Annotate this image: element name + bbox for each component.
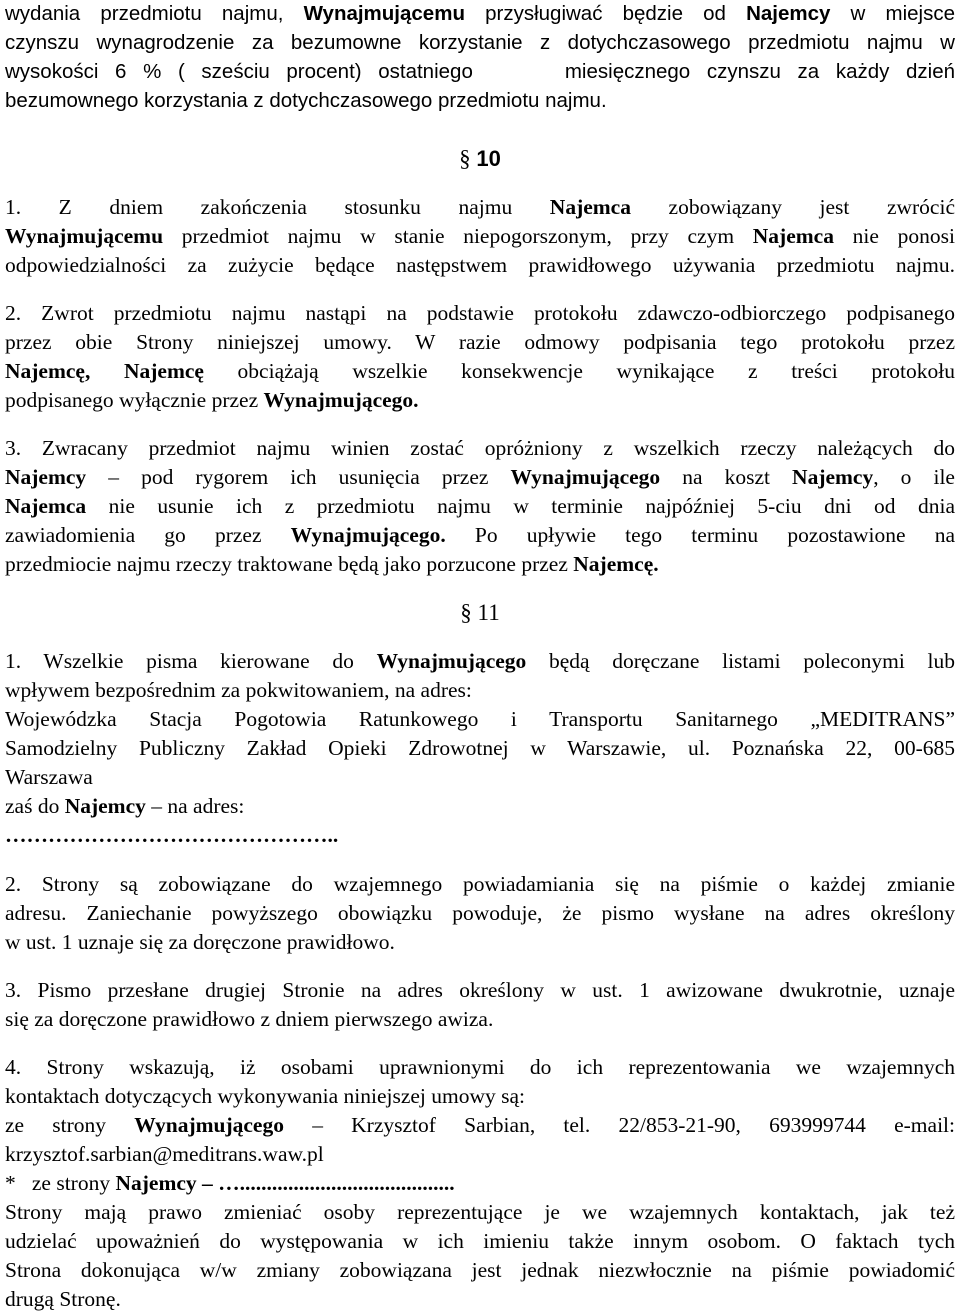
paragraph-line: Najemcy – pod rygorem ich usunięcia przez Wynajmującego na koszt Najemcy, o ile xyxy=(5,465,955,489)
paragraph-line: wpływem bezpośrednim za pokwitowaniem, na adres: xyxy=(5,678,472,702)
address-line: Wojewódzka Stacja Pogotowia Ratunkowego i Transportu Sanitarnego „MEDITRANS” xyxy=(5,707,955,731)
section-heading-10: § 10 xyxy=(459,146,501,171)
paragraph-line: kontaktach dotyczących wykonywania niniejszej umowy są: xyxy=(5,1084,526,1108)
paragraph-line: udzielać upoważnień do występowania w ich imieniu także innym osobom. O faktach tych xyxy=(5,1229,955,1253)
paragraph-line: Wynajmującemu przedmiot najmu w stanie niepogorszonym, przy czym Najemca nie ponosi xyxy=(5,224,955,248)
paragraph-line: 3. Zwracany przedmiot najmu winien zostać opróżniony z wszelkich rzeczy należących do xyxy=(5,436,955,460)
paragraph-line: podpisanego wyłącznie przez Wynajmującego. xyxy=(5,388,419,412)
paragraph-line: Strony mają prawo zmieniać osoby reprezentujące je we wzajemnych kontaktach, jak też xyxy=(5,1200,955,1224)
blank-address-placeholder: ……………………………………….. xyxy=(5,823,339,847)
paragraph-line: zaś do Najemcy – na adres: xyxy=(5,794,245,818)
paragraph-line: przedmiocie najmu rzeczy traktowane będą jako porzucone przez Najemcę. xyxy=(5,552,659,576)
text-line: czynszu wynagrodzenie za bezumowne korzystanie z dotychczasowego przedmiotu najmu w xyxy=(5,31,955,54)
paragraph-line: odpowiedzialności za zużycie będące następstwem prawidłowego używania przedmiotu najmu. xyxy=(5,253,955,277)
contact-email: krzysztof.sarbian@meditrans.waw.pl xyxy=(5,1142,324,1166)
text-line: bezumownego korzystania z dotychczasowego przedmiotu najmu. xyxy=(5,89,607,112)
paragraph-line: drugą Stronę. xyxy=(5,1287,121,1311)
paragraph-line: Najemca nie usunie ich z przedmiotu najmu w terminie najpóźniej 5-ciu dni od dnia xyxy=(5,494,955,518)
paragraph-line: w ust. 1 uznaje się za doręczone prawidłowo. xyxy=(5,930,395,954)
paragraph-line: się za doręczone prawidłowo z dniem pierwszego awiza. xyxy=(5,1007,494,1031)
paragraph-line: 4. Strony wskazują, iż osobami uprawnionymi do ich reprezentowania we wzajemnych xyxy=(5,1055,955,1079)
text-line: wydania przedmiotu najmu, Wynajmującemu przysługiwać będzie od Najemcy w miejsce xyxy=(5,2,955,25)
paragraph-line: 1. Z dniem zakończenia stosunku najmu Najemca zobowiązany jest zwrócić xyxy=(5,195,955,219)
paragraph-line: adresu. Zaniechanie powyższego obowiązku powoduje, że pismo wysłane na adres określony xyxy=(5,901,955,925)
paragraph-line: 3. Pismo przesłane drugiej Stronie na adres określony w ust. 1 awizowane dwukrotnie, uznaje xyxy=(5,978,955,1002)
section-heading-11: § 11 xyxy=(460,600,500,625)
paragraph-line: przez obie Strony niniejszej umowy. W razie odmowy podpisania tego protokołu przez xyxy=(5,330,955,354)
contact-line: * ze strony Najemcy – …........................................ xyxy=(5,1171,455,1195)
contact-line: ze strony Wynajmującego – Krzysztof Sarbian, tel. 22/853-21-90, 693999744 e-mail: xyxy=(5,1113,955,1137)
paragraph-line: 2. Zwrot przedmiotu najmu nastąpi na podstawie protokołu zdawczo-odbiorczego podpisanego xyxy=(5,301,955,325)
paragraph-line: Najemcę, Najemcę obciążają wszelkie konsekwencje wynikające z treści protokołu xyxy=(5,359,955,383)
address-line: Samodzielny Publiczny Zakład Opieki Zdrowotnej w Warszawie, ul. Poznańska 22, 00-685 xyxy=(5,736,955,760)
paragraph-line: 2. Strony są zobowiązane do wzajemnego powiadamiania się na piśmie o każdej zmianie xyxy=(5,872,955,896)
text-line: wysokości 6 % ( sześciu procent) ostatniego miesięcznego czynszu za każdy dzień xyxy=(5,60,956,83)
paragraph-line: 1. Wszelkie pisma kierowane do Wynajmującego będą doręczane listami poleconymi lub xyxy=(5,649,955,673)
address-line: Warszawa xyxy=(5,765,93,789)
paragraph-line: zawiadomienia go przez Wynajmującego. Po upływie tego terminu pozostawione na xyxy=(5,523,956,547)
paragraph-line: Strona dokonująca w/w zmiany zobowiązana jest jednak niezwłocznie na piśmie powiadomić xyxy=(5,1258,955,1282)
